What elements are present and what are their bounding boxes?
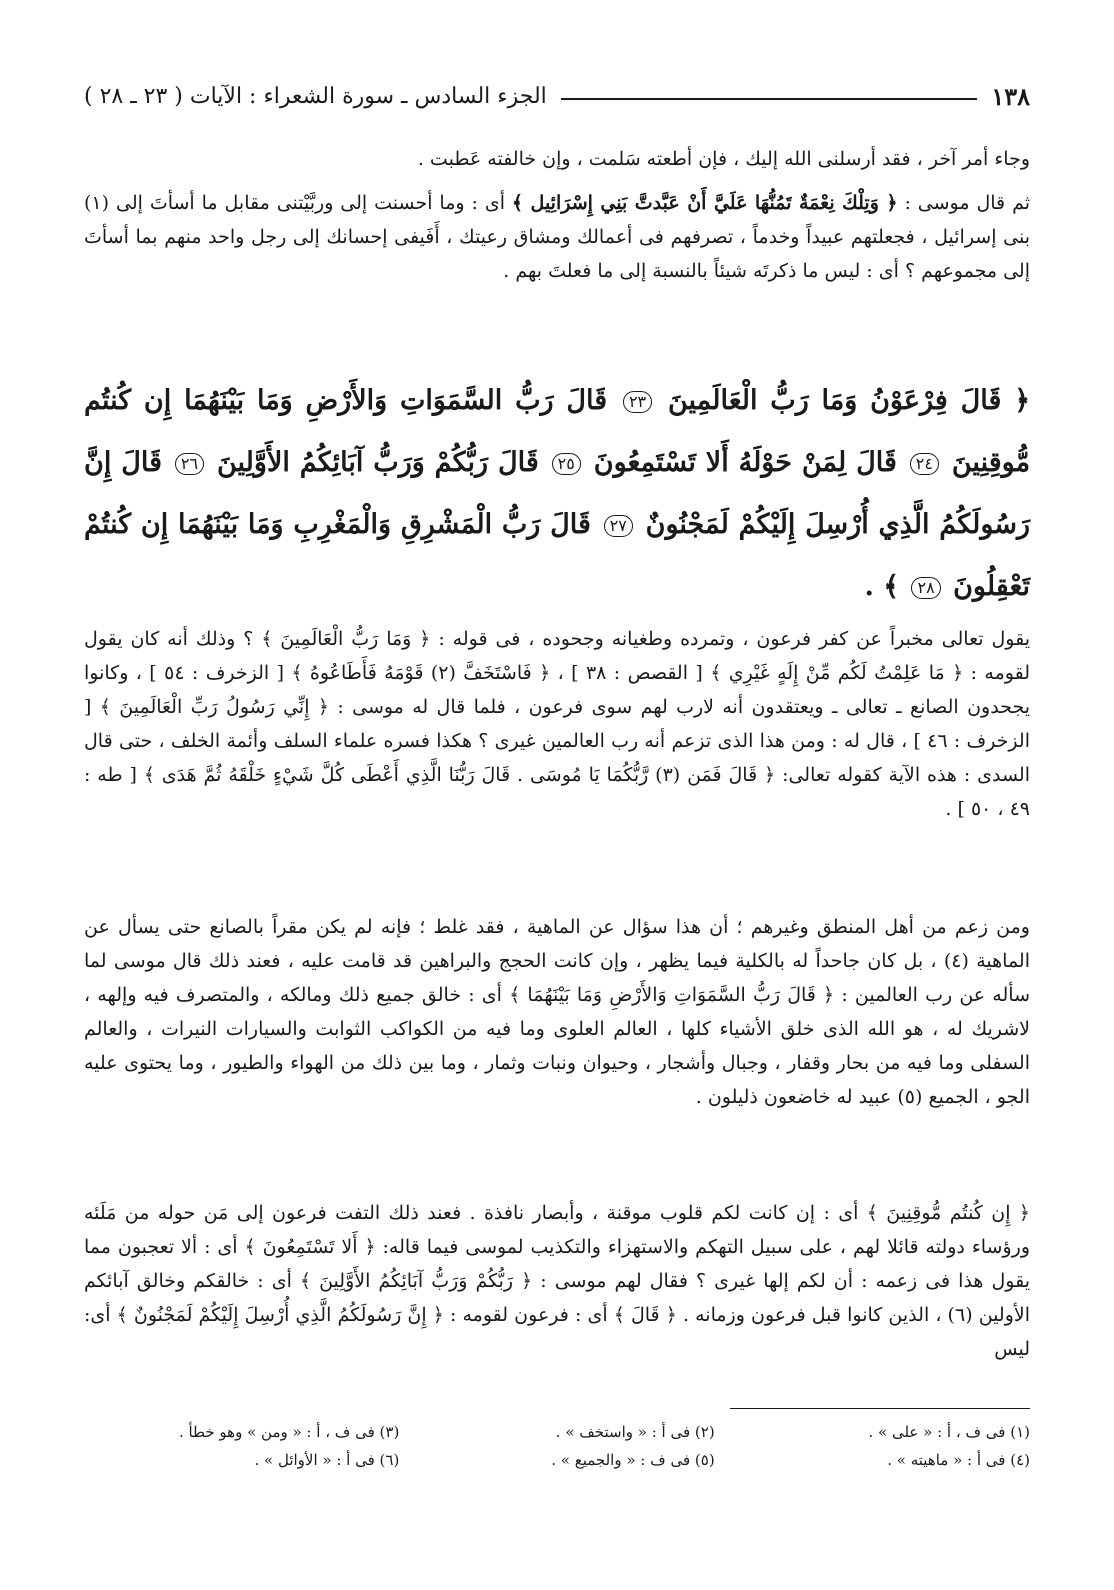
ayah-number-28: ٢٨	[911, 577, 940, 599]
verse-open-bracket: ﴿	[1014, 385, 1031, 416]
commentary-paragraph-1: يقول تعالى مخبراً عن كفر فرعون ، وتمرده وطغيانه وجحوده ، فى قوله : ﴿ وَمَا رَبُّ الْعَالَمِينَ ﴾ ؟ وذلك أنه كان يقول لقومه : ﴿ مَا عَلِمْتُ لَكُم مِّنْ إِلَهٍ غَيْرِي ﴾ [ القصص : ٣٨ ] ، ﴿ فَاسْتَخَفَّ (٢) قَوْمَهُ فَأَطَاعُوهُ ﴾ [ الزخرف : ٥٤ ] ، وكانوا يجحدون الصانع ـ تعالى ـ ويعتقدون أنه لارب لهم سوى فرعون ، فلما قال له موسى : ﴿ إِنِّي رَسُولُ رَبِّ الْعَالَمِينَ ﴾ [ الزخرف : ٤٦ ] ، قال له : ومن هذا الذى تزعم أنه رب العالمين غيرى ؟ هكذا فسره علماء السلف وأئمة الخلف ، حتى قال السدى : هذه الآية كقوله تعالى: ﴿ قَالَ فَمَن (٣) رَّبُّكُمَا يَا مُوسَى . قَالَ رَبُّنَا الَّذِي أَعْطَى كُلَّ شَيْءٍ خَلْقَهُ ثُمَّ هَدَى ﴾ [ طه : ٤٩ ، ٥٠ ] .	[84, 628, 1031, 820]
header-rule	[561, 98, 978, 100]
footnotes	[84, 1420, 1030, 1472]
verse-28: قَالَ رَبُّ الْمَشْرِقِ وَالْمَغْرِبِ وَمَا بَيْنَهُمَا إِن كُنتُمْ تَعْقِلُونَ	[84, 509, 1030, 602]
ayah-number-26: ٢٦	[175, 453, 204, 475]
verse-24: قَالَ رَبُّ السَّمَوَاتِ وَالأَرْضِ وَمَا بَيْنَهُمَا إِن كُنتُم مُّوقِنِينَ	[84, 385, 1031, 478]
book-page	[84, 0, 1030, 1590]
ayah-number-25: ٢٥	[552, 453, 581, 475]
verse-close-bracket: ﴾ .	[864, 571, 900, 602]
commentary-paragraph-3: ﴿ إِن كُنتُم مُّوقِنِينَ ﴾ أى : إن كانت لكم قلوب موقنة ، وأبصار نافذة . فعند ذلك التفت فرعون إلى مَن حوله من مَلَئه ورؤساء دولته قائلا لهم ، على سبيل التهكم والاستهزاء والتكذيب لموسى فيما قاله: ﴿ أَلا تَسْتَمِعُونَ ﴾ أى : ألا تعجبون مما يقول هذا فى زعمه : أن لكم إلها غيرى ؟ فقال لهم موسى : ﴿ رَبُّكُمْ وَرَبُّ آبَائِكُمُ الأَوَّلِينَ ﴾ أى : خالقكم وخالق آبائكم الأولين (٦) ، الذين كانوا قبل فرعون وزمانه . ﴿ قَالَ ﴾ أى : فرعون لقومه : ﴿ إِنَّ رَسُولَكُمُ الَّذِي أُرْسِلَ إِلَيْكُمْ لَمَجْنُونٌ ﴾ أى: ليس	[84, 1202, 1030, 1360]
running-header	[84, 78, 1030, 114]
verse-23: قَالَ فِرْعَوْنُ وَمَا رَبُّ الْعَالَمِينَ	[667, 385, 1002, 416]
page-number: ١٣٨	[991, 81, 1030, 111]
header-title: الجزء السادس ـ سورة الشعراء : الآيات ( ٢٣ ـ ٢٨ )	[84, 83, 547, 109]
footnote-rule	[730, 1408, 1030, 1409]
commentary-paragraph-2: ومن زعم من أهل المنطق وغيرهم ؛ أن هذا سؤال عن الماهية ، فقد غلط ؛ فإنه لم يكن مقراً بالصانع حتى يسأل عن الماهية (٤) ، بل كان جاحداً له بالكلية فيما يظهر ، وإن كانت الحجج والبراهين قد قامت عليه ، فعند ذلك قال موسى لما سأله عن رب العالمين : ﴿ قَالَ رَبُّ السَّمَوَاتِ وَالأَرْضِ وَمَا بَيْنَهُمَا ﴾ أى : خالق جميع ذلك ومالكه ، والمتصرف فيه وإلهه ، لاشريك له ، هو الله الذى خلق الأشياء كلها ، العالم العلوى وما فيه من الكواكب الثوابت والسيارات النيرات ، والعالم السفلى وما فيه من بحار وقفار ، وجبال وأشجار ، وحيوان ونبات وثمار ، وما بين ذلك من الهواء والطيور ، وما يحتوى عليه الجو ، الجميع (٥) عبيد له خاضعون ذليلون .	[84, 916, 1030, 1108]
intro-paragraph-1: وجاء أمر آخر ، فقد أرسلنى الله إليك ، فإن أطعته سَلمت ، وإن خالفته عَطبت .	[417, 148, 1030, 170]
intro-paragraph-2	[84, 186, 1030, 288]
quran-quote: ﴿ وَتِلْكَ نِعْمَةٌ تَمُنُّهَا عَلَيَّ أَنْ عَبَّدتَّ بَنِي إِسْرَائِيل ﴾	[511, 192, 898, 214]
verses-block	[84, 370, 1030, 618]
ayah-number-24: ٢٤	[910, 453, 939, 475]
footnote-2: (٢) فى أ : « واستخف » .	[555, 1423, 715, 1441]
footnote-3: (٣) فى ف ، أ : « ومن » وهو خطأ .	[178, 1423, 400, 1441]
footnote-6: (٦) فى أ : « الأوائل » .	[254, 1451, 400, 1469]
footnote-4: (٤) فى أ : « ماهيته » .	[887, 1451, 1030, 1469]
intro-lead: ثم قال موسى :	[897, 192, 1031, 214]
verse-26: قَالَ رَبُّكُمْ وَرَبُّ آبَائِكُمُ الأَوَّلِينَ	[216, 447, 539, 478]
ayah-number-23: ٢٣	[623, 391, 652, 413]
intro-explanation: أى : وما أحسنت إلى وربَّيْتنى مقابل ما أسأتَ إلى (١) بنى إسرائيل ، فجعلتهم عبيداً وخدماً ، تصرفهم فى أعمالك ومشاق رعيتك ، أَفَيفى إحسانك إلى رجل واحد منهم بما أسأتَ إلى مجموعهم ؟ أى : ليس ما ذكرتَه شيئاً بالنسبة إلى ما فعلتَ بهم .	[84, 192, 1030, 282]
verse-27: قَالَ إِنَّ رَسُولَكُمُ الَّذِي أُرْسِلَ إِلَيْكُمْ لَمَجْنُونٌ	[84, 447, 1030, 540]
footnote-5: (٥) فى ف : « والجميع » .	[551, 1451, 715, 1469]
ayah-number-27: ٢٧	[604, 515, 633, 537]
verse-25: قَالَ لِمَنْ حَوْلَهُ أَلا تَسْتَمِعُونَ	[593, 447, 897, 478]
footnote-1: (١) فى ف ، أ : « على » .	[868, 1423, 1030, 1441]
